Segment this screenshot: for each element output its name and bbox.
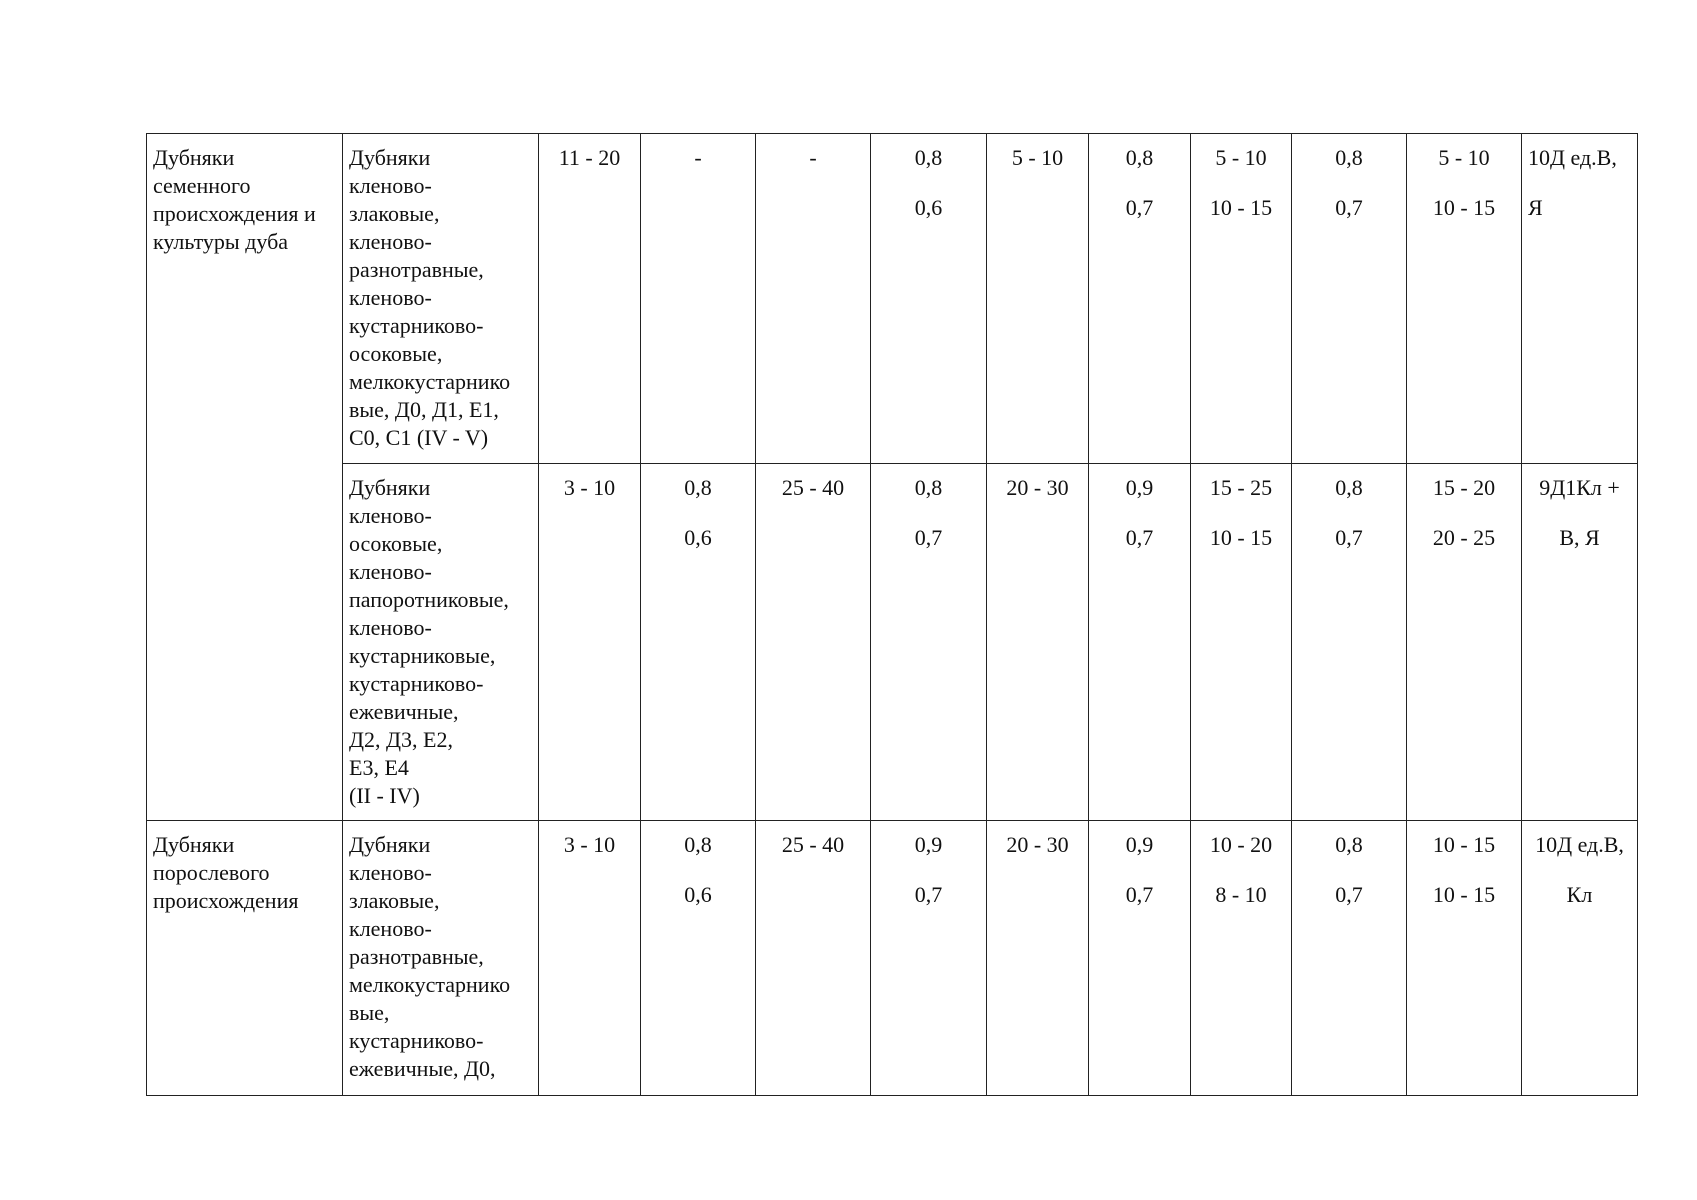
composition-cell	[1522, 464, 1638, 821]
value-line: 0,8	[1335, 145, 1363, 170]
group-label: Дубняки семенного происхождения и культуры дуба	[153, 145, 316, 254]
group-cell	[147, 134, 343, 821]
composition-cell	[1522, 134, 1638, 464]
group-label: Дубняки порослевого происхождения	[153, 832, 299, 913]
value-line: -	[694, 145, 702, 170]
table-row	[147, 464, 1638, 821]
value-line: Я	[1528, 195, 1543, 220]
type-line: кленово-	[349, 916, 432, 941]
type-line: ежевичные,	[349, 699, 459, 724]
type-line: кленово-	[349, 860, 432, 885]
type-line: кустарниково-	[349, 313, 484, 338]
type-line: Дубняки	[349, 145, 431, 170]
value-cell	[756, 134, 871, 464]
type-line: папоротниковые,	[349, 587, 509, 612]
type-line: разнотравные,	[349, 257, 484, 282]
value-line: 0,8	[914, 475, 943, 500]
type-line: кленово-	[349, 559, 432, 584]
type-line: кленово-	[349, 615, 432, 640]
value-cell	[1191, 821, 1292, 1096]
table-body	[147, 134, 1638, 1096]
value-line: 0,7	[914, 525, 943, 550]
value-cell	[1292, 821, 1407, 1096]
value-cell	[756, 464, 871, 821]
type-line: разнотравные,	[349, 944, 484, 969]
value-line: 0,7	[1125, 195, 1154, 220]
value-line: 10 - 15	[1209, 195, 1273, 220]
value-line: 5 - 10	[1215, 145, 1267, 170]
type-line: Дубняки	[349, 475, 431, 500]
value-line: 0,7	[914, 882, 943, 907]
type-line: кустарниковые,	[349, 643, 496, 668]
value-line: 10 - 15	[1209, 525, 1273, 550]
value-cell	[1292, 464, 1407, 821]
type-line: ежевичные, Д0,	[349, 1056, 496, 1081]
value-cell	[1407, 134, 1522, 464]
type-cell	[343, 821, 539, 1096]
type-line: мелкокустарнико	[349, 369, 511, 394]
value-line: 20 - 25	[1432, 525, 1496, 550]
value-line: 0,8	[1125, 145, 1154, 170]
type-line: кленово-	[349, 285, 432, 310]
table-row	[147, 134, 1638, 464]
value-cell	[1191, 464, 1292, 821]
value-line: 0,7	[1125, 882, 1154, 907]
value-cell	[1089, 821, 1191, 1096]
value-line: 0,7	[1335, 195, 1363, 220]
type-line: С0, С1 (IV - V)	[349, 425, 489, 450]
value-line: 20 - 30	[1006, 832, 1069, 857]
value-line: 0,7	[1335, 882, 1363, 907]
value-line: Кл	[1566, 882, 1593, 907]
type-line: кленово-	[349, 173, 432, 198]
value-line: 8 - 10	[1215, 882, 1267, 907]
value-cell	[871, 464, 987, 821]
value-cell	[539, 464, 641, 821]
value-line: 11 - 20	[558, 145, 621, 170]
value-cell	[1089, 464, 1191, 821]
type-cell	[343, 464, 539, 821]
value-line: 0,8	[684, 832, 712, 857]
value-cell	[641, 134, 756, 464]
value-cell	[871, 134, 987, 464]
value-line: 15 - 20	[1432, 475, 1496, 500]
value-cell	[987, 134, 1089, 464]
value-line: 10 - 20	[1209, 832, 1273, 857]
type-line: злаковые,	[349, 201, 440, 226]
value-line: В, Я	[1559, 525, 1600, 550]
value-line: 0,8	[914, 145, 943, 170]
value-line: 0,9	[914, 832, 943, 857]
value-line: 3 - 10	[563, 832, 616, 857]
value-cell	[1191, 134, 1292, 464]
type-cell	[343, 134, 539, 464]
value-line: 10 - 15	[1432, 195, 1496, 220]
value-cell	[987, 821, 1089, 1096]
type-line: мелкокустарнико	[349, 972, 511, 997]
forest-type-table	[146, 133, 1638, 1096]
value-line: 0,7	[1335, 525, 1363, 550]
value-line: 10 - 15	[1432, 882, 1496, 907]
type-line: (II - IV)	[349, 783, 420, 808]
value-line: 15 - 25	[1209, 475, 1273, 500]
value-line: 5 - 10	[1011, 145, 1064, 170]
value-cell	[641, 464, 756, 821]
value-cell	[539, 821, 641, 1096]
type-line: злаковые,	[349, 888, 440, 913]
value-line: 0,6	[914, 195, 943, 220]
value-cell	[1089, 134, 1191, 464]
value-line: 0,8	[684, 475, 712, 500]
value-line: 0,9	[1125, 832, 1154, 857]
value-line: 10Д ед.В,	[1528, 145, 1617, 170]
value-line: 5 - 10	[1438, 145, 1490, 170]
table-row	[147, 821, 1638, 1096]
type-line: Д2, Д3, Е2,	[349, 727, 453, 752]
group-cell	[147, 821, 343, 1096]
type-line: осоковые,	[349, 341, 443, 366]
type-line: кустарниково-	[349, 671, 484, 696]
value-line: 0,7	[1125, 525, 1154, 550]
type-line: вые,	[349, 1000, 390, 1025]
value-line: 20 - 30	[1006, 475, 1069, 500]
type-line: вые, Д0, Д1, Е1,	[349, 397, 499, 422]
value-line: 0,9	[1125, 475, 1154, 500]
value-line: 10Д ед.В,	[1535, 832, 1624, 857]
value-cell	[641, 821, 756, 1096]
value-cell	[1407, 464, 1522, 821]
value-cell	[987, 464, 1089, 821]
value-cell	[1407, 821, 1522, 1096]
value-cell	[871, 821, 987, 1096]
value-line: 0,8	[1335, 475, 1363, 500]
value-cell	[756, 821, 871, 1096]
value-line: 25 - 40	[781, 832, 845, 857]
type-line: кустарниково-	[349, 1028, 484, 1053]
value-line: 10 - 15	[1432, 832, 1496, 857]
type-line: Е3, Е4	[349, 755, 409, 780]
value-cell	[1292, 134, 1407, 464]
value-cell	[539, 134, 641, 464]
value-line: 0,6	[684, 882, 712, 907]
value-line: 3 - 10	[563, 475, 616, 500]
type-line: осоковые,	[349, 531, 443, 556]
value-line: 0,6	[684, 525, 712, 550]
value-line: 9Д1Кл +	[1539, 475, 1620, 500]
value-line: -	[809, 145, 817, 170]
composition-cell	[1522, 821, 1638, 1096]
type-line: кленово-	[349, 229, 432, 254]
type-line: кленово-	[349, 503, 432, 528]
value-line: 0,8	[1335, 832, 1363, 857]
type-line: Дубняки	[349, 832, 431, 857]
value-line: 25 - 40	[781, 475, 845, 500]
